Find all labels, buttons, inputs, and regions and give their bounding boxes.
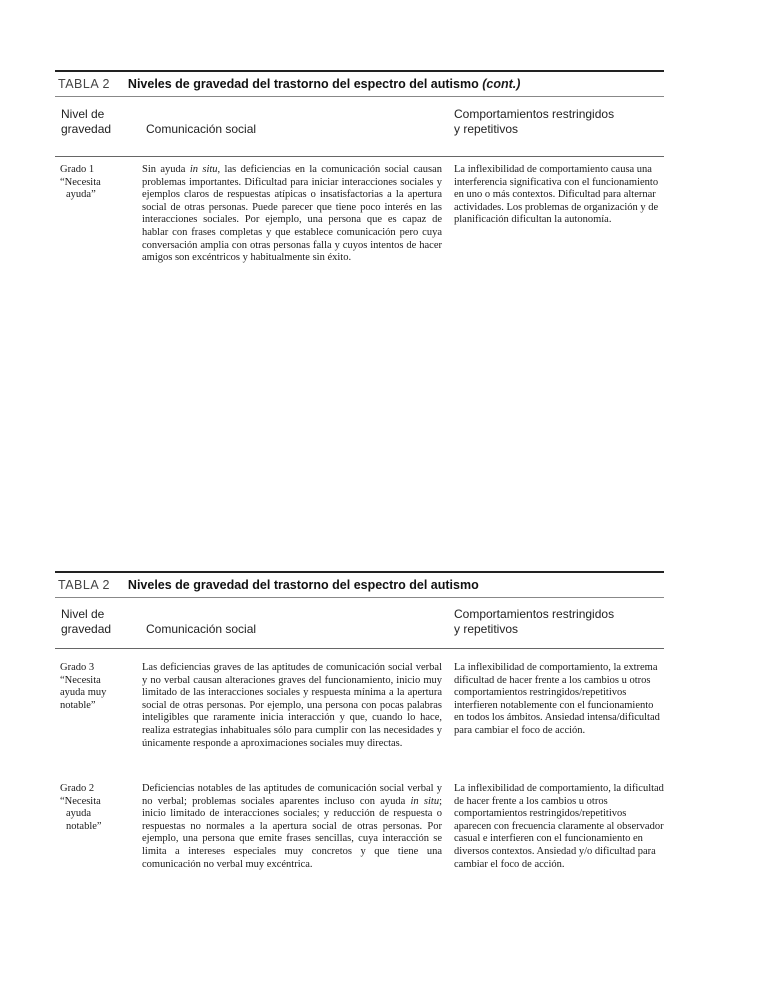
restricted-behaviors-cell: La inflexibilidad de comportamiento causa una interferencia significativa con el funcionamiento en uno o más contextos. Dificultad para alternar actividades. Los problemas de organización y de planificación dificultan la autonomía. [454,164,659,226]
header-rule [55,156,664,157]
header-restricted-behaviors: Comportamientos restringidos y repetitivos [454,107,615,136]
table-top-rule [55,571,664,573]
header-rule [55,648,664,649]
grade-cell: Grado 2 “Necesita ayuda notable” [60,783,102,832]
table-title-text: Niveles de gravedad del trastorno del espectro del autismo [127,77,479,91]
social-communication-cell: Sin ayuda in situ, las deficiencias en la comunicación social causan problemas importantes. Dificultad para iniciar interacciones sociales y ejemplos claros de respuestas atípicas o insatisfactorias a la apertura social de otras personas. Puede parecer que tiene poco interés en las interacciones sociales. Por ejemplo, una persona que es capaz de hablar con frases completas y que establece comunicación pero cuya conversación amplia con otras personas falla y cuyos intentos de hacer amigos son excéntricos y habitualmente sin éxito. [142,164,443,264]
table-label: TABLA 2 [58,77,110,91]
table-2-continued [55,70,664,290]
table-label: TABLA 2 [58,578,110,592]
social-communication-cell: Deficiencias notables de las aptitudes de comunicación social verbal y no verbal; problemas sociales aparentes incluso con ayuda in situ; inicio limitado de interacciones sociales; y reducción de respuesta o respuestas no normales a la apertura social de otras personas. Por ejemplo, una persona que emite frases sencillas, cuya interacción se limita a intereses especiales muy concretos y que tiene una comunicación no verbal muy excéntrica. [142,783,442,870]
restricted-behaviors-cell: La inflexibilidad de comportamiento, la dificultad de hacer frente a los cambios u otros comportamientos restringidos/repetitivos aparecen con frecuencia claramente al observador casual e interfieren con el funcionamiento en diversos contextos. Ansiedad y/o dificultad para cambiar el foco de acción. [454,783,664,870]
title-rule [55,597,664,598]
grade-cell: Grado 3 “Necesita ayuda muy notable” [60,662,107,711]
table-title [58,578,479,592]
grade-cell: Grado 1 “Necesita ayuda” [60,164,101,201]
social-communication-cell: Las deficiencias graves de las aptitudes de comunicación social verbal y no verbal causan alteraciones graves del funcionamiento, inicio muy limitado de las interacciones sociales y respuesta mínima a la apertura social de otras personas. Por ejemplo, una persona con pocas palabras inteligibles que raramente inicia interacción y que, cuando lo hace, realiza estrategias inhabituales sólo para cumplir con las necesidades y únicamente responde a aproximaciones sociales muy directas. [142,662,442,749]
table-2 [55,571,664,891]
table-continued-tag: (cont.) [482,77,521,91]
header-social-communication: Comunicación social [146,622,257,636]
table-title-text: Niveles de gravedad del trastorno del espectro del autismo [127,578,479,592]
table-title [58,77,520,91]
header-severity-level: Nivel de gravedad [61,107,112,136]
header-restricted-behaviors: Comportamientos restringidos y repetitivos [454,607,615,636]
table-top-rule [55,70,664,72]
header-severity-level: Nivel de gravedad [61,607,112,636]
title-rule [55,96,664,97]
restricted-behaviors-cell: La inflexibilidad de comportamiento, la extrema dificultad de hacer frente a los cambios u otros comportamientos restringidos/repetitivos interfieren notablemente con el funcionamiento en todos los ámbitos. Ansiedad intensa/dificultad para cambiar el foco de acción. [454,662,660,736]
header-social-communication: Comunicación social [146,122,257,136]
